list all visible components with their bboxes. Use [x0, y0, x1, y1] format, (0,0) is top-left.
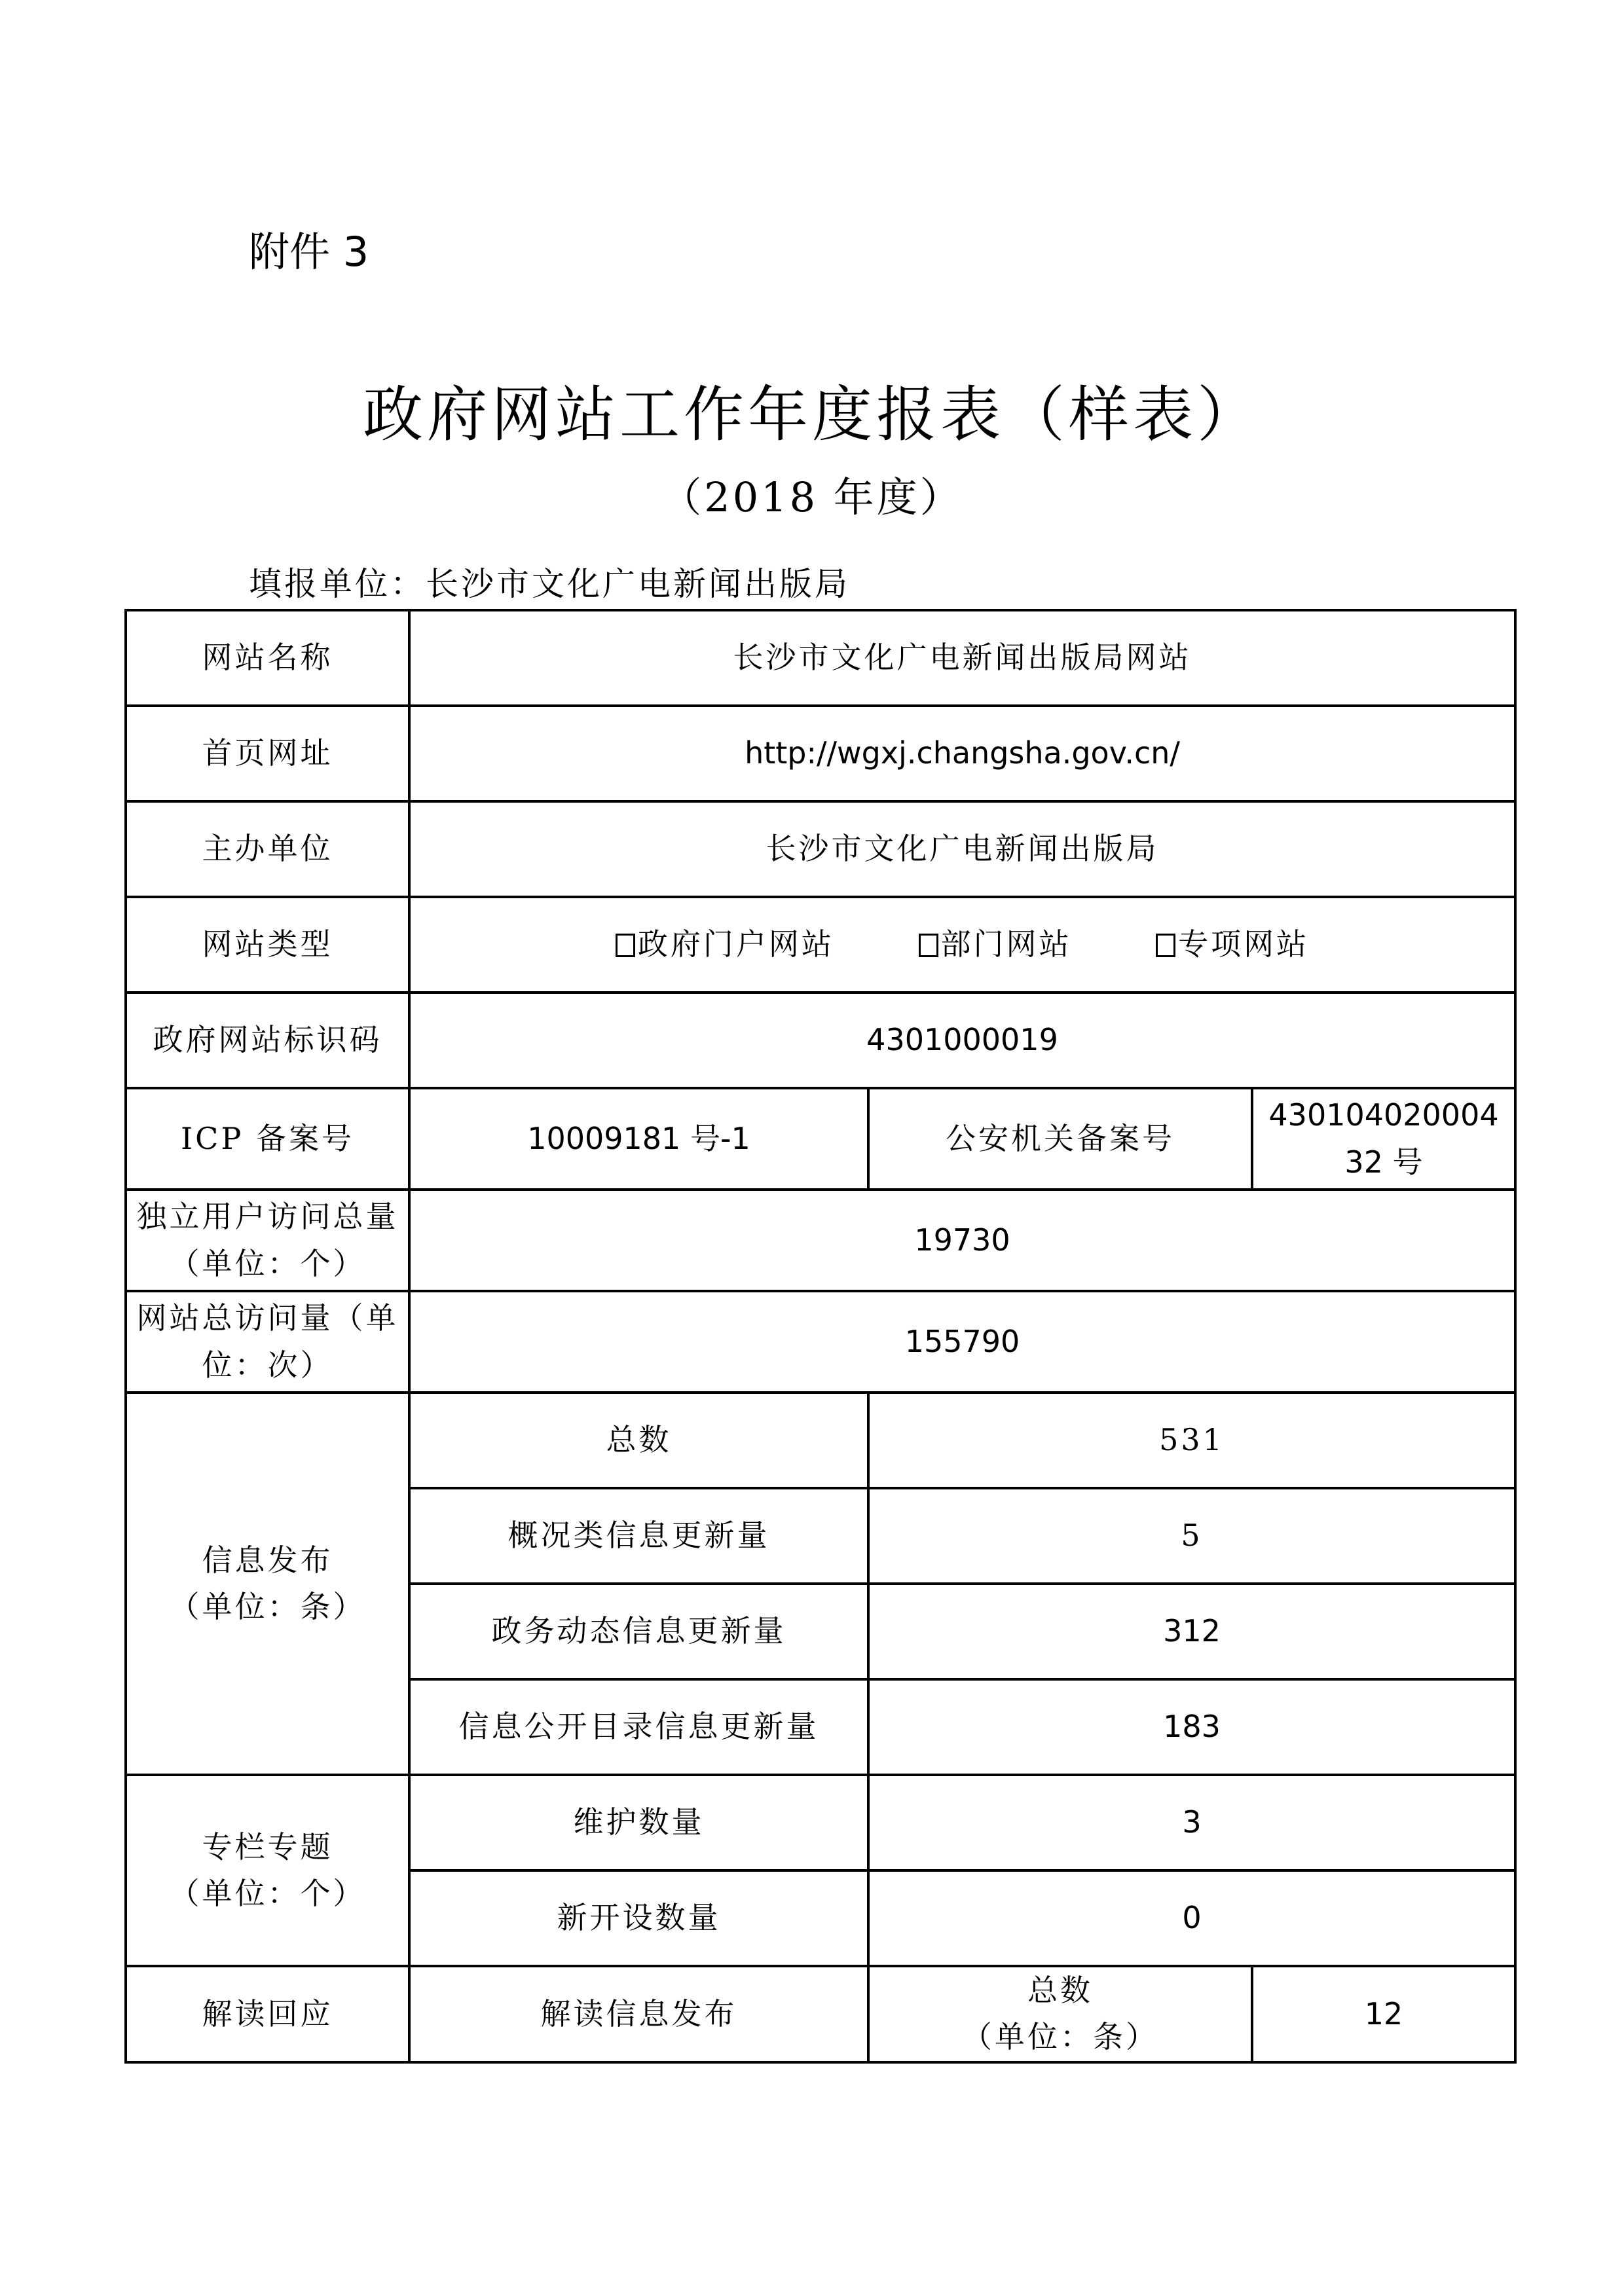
row-label: 解读回应 [126, 1966, 409, 2062]
group-label: 专栏专题 [202, 1829, 333, 1865]
row-label: 网站名称 [126, 610, 409, 706]
total-label-text: 总数 [1027, 1973, 1093, 2008]
row-label: 首页网址 [126, 706, 409, 801]
attachment-label: 附件 3 [249, 228, 369, 276]
table-row [126, 706, 1515, 801]
checkbox-icon[interactable] [616, 934, 635, 957]
total-visits-value: 155790 [409, 1291, 1515, 1393]
sub-value: 312 [868, 1584, 1515, 1679]
table-row [126, 1966, 1515, 2062]
report-table [124, 609, 1517, 2064]
row-label: 政府网站标识码 [126, 993, 409, 1088]
table-row [126, 1291, 1515, 1393]
sub-label: 新开设数量 [409, 1870, 868, 1966]
sponsor-value: 长沙市文化广电新闻出版局 [409, 801, 1515, 897]
sub-label: 维护数量 [409, 1775, 868, 1870]
table-row [126, 801, 1515, 897]
table-row [126, 1190, 1515, 1291]
checkbox-icon[interactable] [1156, 934, 1175, 957]
row-label: 主办单位 [126, 801, 409, 897]
sub-label: 总数 [409, 1393, 868, 1488]
page-title: 政府网站工作年度报表（样表） [362, 380, 1261, 450]
table-row [126, 993, 1515, 1088]
filling-unit: 填报单位：长沙市文化广电新闻出版局 [249, 565, 850, 603]
sub-label: 概况类信息更新量 [409, 1488, 868, 1584]
site-type-option[interactable] [1156, 921, 1309, 968]
homepage-url-value: http://wgxj.changsha.gov.cn/ [409, 706, 1515, 801]
option-label: 部门网站 [940, 926, 1072, 962]
sub-label: 信息公开目录信息更新量 [409, 1679, 868, 1775]
sub-value: 183 [868, 1679, 1515, 1775]
group-unit: （单位：条） [169, 1589, 366, 1624]
total-label [868, 1966, 1252, 2062]
sub-value: 5 [868, 1488, 1515, 1584]
columns-label [126, 1775, 409, 1966]
table-row [126, 897, 1515, 993]
sub-value: 531 [868, 1393, 1515, 1488]
sub-value: 0 [868, 1870, 1515, 1966]
option-label: 政府门户网站 [637, 926, 834, 962]
row-label: 独立用户访问总量（单位：个） [126, 1190, 409, 1291]
total-label-unit: （单位：条） [962, 2019, 1158, 2055]
page-subtitle: （2018 年度） [661, 473, 963, 521]
row-label: ICP 备案号 [126, 1088, 409, 1190]
site-id-value: 4301000019 [409, 993, 1515, 1088]
group-unit: （单位：个） [169, 1876, 366, 1911]
icp-value: 10009181 号-1 [409, 1088, 868, 1190]
checkbox-icon[interactable] [919, 934, 938, 957]
sub-value: 3 [868, 1775, 1515, 1870]
police-record-label: 公安机关备案号 [868, 1088, 1252, 1190]
sub-label: 政务动态信息更新量 [409, 1584, 868, 1679]
option-label: 专项网站 [1178, 926, 1310, 962]
group-label: 信息发布 [202, 1542, 333, 1578]
police-record-value: 43010402000432 号 [1252, 1088, 1515, 1190]
table-row [126, 610, 1515, 706]
row-label: 网站类型 [126, 897, 409, 993]
site-type-option[interactable] [919, 921, 1072, 968]
table-row [126, 1393, 1515, 1488]
site-name-value: 长沙市文化广电新闻出版局网站 [409, 610, 1515, 706]
site-type-options [409, 897, 1515, 993]
info-publish-label [126, 1393, 409, 1775]
site-type-option[interactable] [616, 921, 834, 968]
table-row [126, 1088, 1515, 1190]
interpretation-value: 12 [1252, 1966, 1515, 2062]
table-row [126, 1775, 1515, 1870]
sub-label: 解读信息发布 [409, 1966, 868, 2062]
unique-visitors-value: 19730 [409, 1190, 1515, 1291]
row-label: 网站总访问量（单位：次） [126, 1291, 409, 1393]
